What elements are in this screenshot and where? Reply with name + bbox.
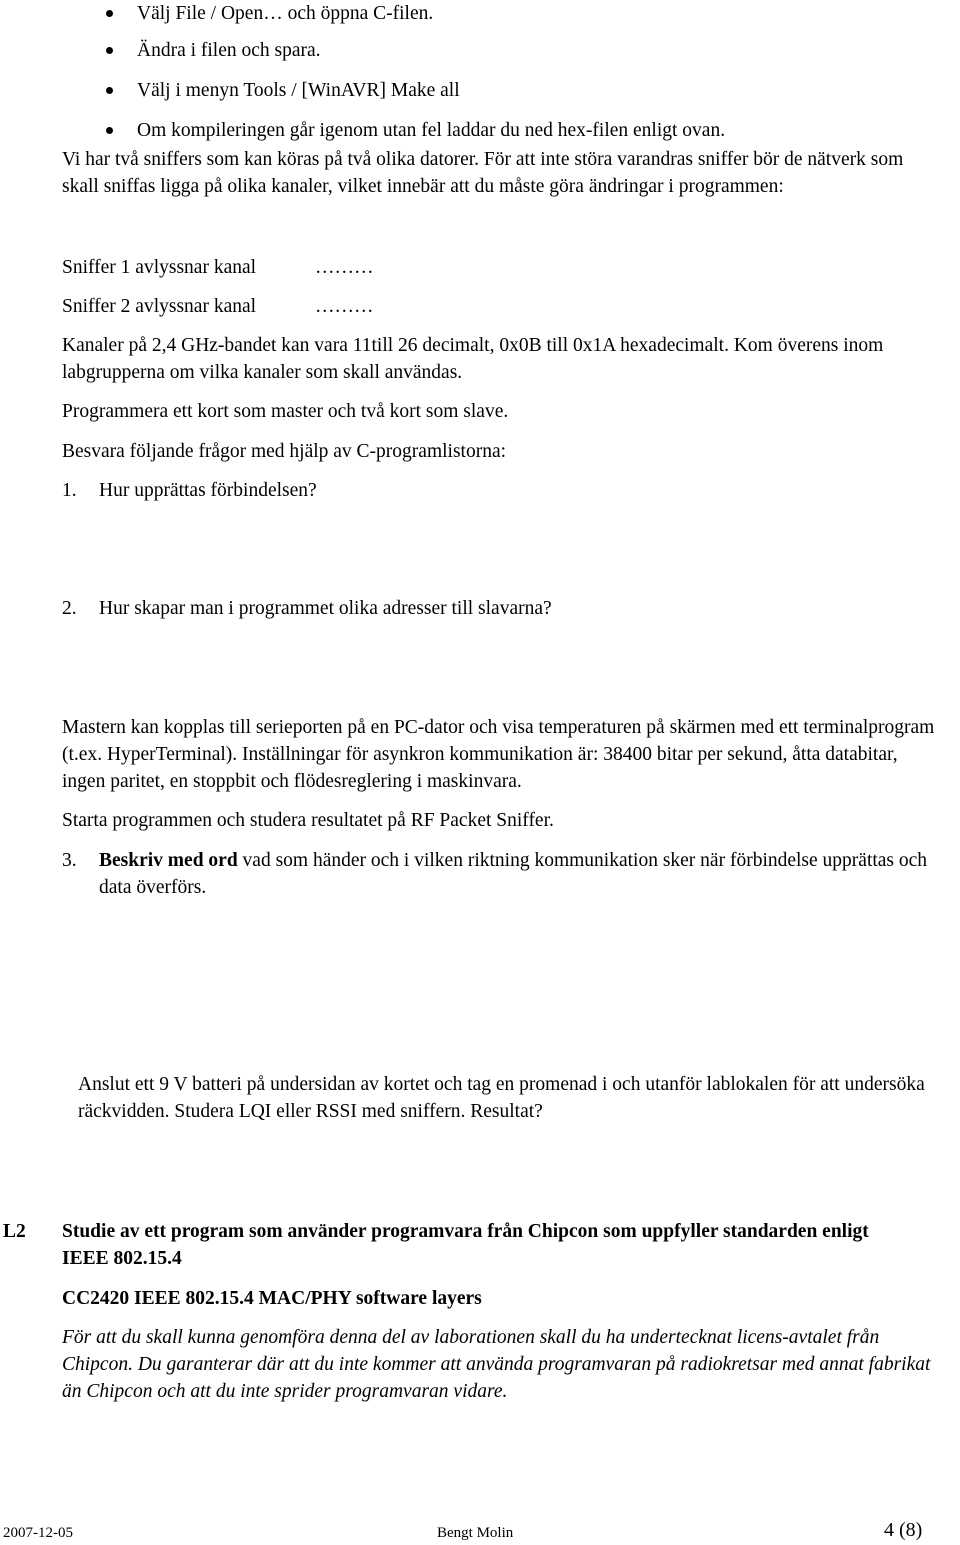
question-2-number: 2. xyxy=(62,598,77,619)
question-1-text: Hur upprättas förbindelsen? xyxy=(99,480,317,501)
footer-date: 2007-12-05 xyxy=(3,1525,73,1541)
sniffer2-label: Sniffer 2 avlyssnar kanal xyxy=(62,296,257,317)
question-3-text xyxy=(99,847,949,901)
paragraph-sniffers: Vi har två sniffers som kan köras på två olika datorer. För att inte störa varandras sniffer bör de nätverk som skall sniffas ligga på olika kanaler, vilket innebär att du måste göra ändringar i programmen: xyxy=(62,149,904,197)
bullet-dot-icon xyxy=(106,10,113,17)
bullet-item-4: Om kompileringen går igenom utan fel laddar du ned hex-filen enligt ovan. xyxy=(137,120,726,141)
question-3-rest: vad som händer och i vilken riktning kommunikation sker när förbindelse upprättas och data överförs. xyxy=(99,850,928,898)
section-number: L2 xyxy=(3,1221,26,1242)
bullet-item-3: Välj i menyn Tools / [WinAVR] Make all xyxy=(137,80,460,101)
bullet-dot-icon xyxy=(106,87,113,94)
bullet-item-2: Ändra i filen och spara. xyxy=(137,40,321,61)
footer-page-number: 4 (8) xyxy=(884,1519,923,1541)
paragraph-license: För att du skall kunna genomföra denna del av laborationen skall du ha undertecknat licens-avtalet från Chipcon. Du garanterar där att du inte kommer att använda programvaran på radiokretsar med annat fabrikat än Chipcon och att du inte sprider programvaran vidare. xyxy=(62,1327,931,1402)
paragraph-starta: Starta programmen och studera resultatet på RF Packet Sniffer. xyxy=(62,810,554,831)
paragraph-kanaler: Kanaler på 2,4 GHz-bandet kan vara 11till 26 decimalt, 0x0B till 0x1A hexadecimalt. Kom överens inom labgrupperna om vilka kanaler som skall användas. xyxy=(62,335,884,383)
sniffer1-label: Sniffer 1 avlyssnar kanal xyxy=(62,257,257,278)
bullet-dot-icon xyxy=(106,127,113,134)
paragraph-besvara: Besvara följande frågor med hjälp av C-programlistorna: xyxy=(62,441,507,462)
question-3-emphasis: Beskriv med ord xyxy=(99,850,238,871)
bullet-item-1: Välj File / Open… och öppna C-filen. xyxy=(137,3,434,24)
bullet-dot-icon xyxy=(106,47,113,54)
section-title: Studie av ett program som använder programvara från Chipcon som uppfyller standarden enligt IEEE 802.15.4 xyxy=(62,1221,869,1269)
sniffer1-blank: ……… xyxy=(315,257,374,278)
paragraph-mastern: Mastern kan kopplas till serieporten på en PC-dator och visa temperaturen på skärmen med ett terminalprogram (t.ex. HyperTerminal). Inställningar för asynkron kommunikation är: 38400 bitar per sekund, åtta databitar, ingen paritet, en stoppbit och flödesreglering i maskinvara. xyxy=(62,717,935,792)
paragraph-anslut: Anslut ett 9 V batteri på undersidan av kortet och tag en promenad i och utanför lablokalen för att undersöka räckvidden. Studera LQI eller RSSI med sniffern. Resultat? xyxy=(78,1074,925,1122)
footer-author: Bengt Molin xyxy=(437,1525,514,1541)
sniffer2-blank: ……… xyxy=(315,296,374,317)
question-1-number: 1. xyxy=(62,480,77,501)
subsection-title: CC2420 IEEE 802.15.4 MAC/PHY software layers xyxy=(62,1288,482,1309)
question-3-number: 3. xyxy=(62,850,77,871)
paragraph-programmera: Programmera ett kort som master och två kort som slave. xyxy=(62,401,509,422)
question-2-text: Hur skapar man i programmet olika adresser till slavarna? xyxy=(99,598,552,619)
